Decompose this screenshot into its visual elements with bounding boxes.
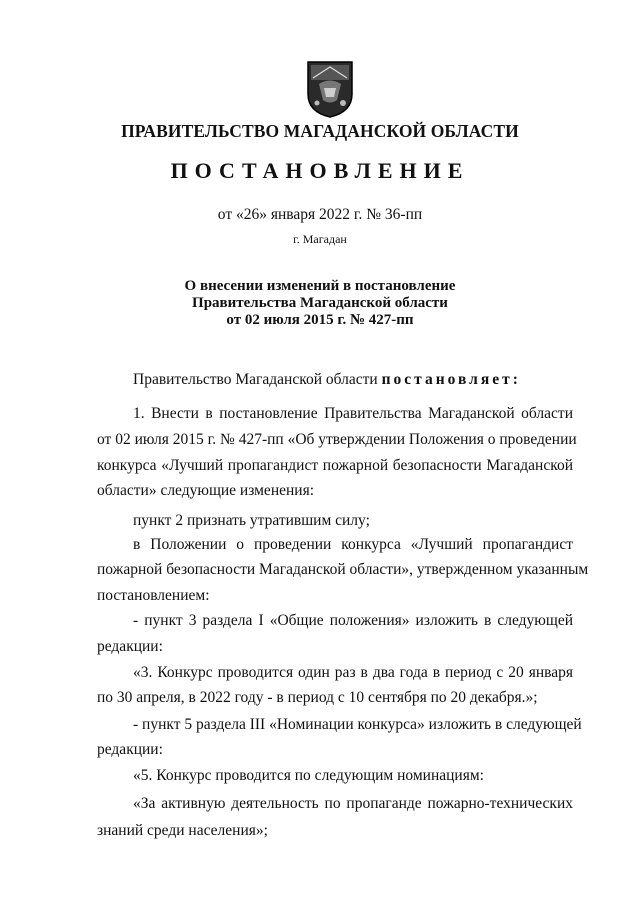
paragraph-line: «За активную деятельность по пропаганде пожарно-технических <box>133 795 573 812</box>
paragraph-line: области» следующие изменения: <box>97 482 315 499</box>
paragraph-line: редакции: <box>97 638 163 655</box>
paragraph-line: в Положении о проведении конкурса «Лучший пропагандист <box>133 536 573 553</box>
paragraph-line: знаний среди населения»; <box>97 822 268 839</box>
coat-of-arms-icon <box>305 60 355 118</box>
paragraph-line: пожарной безопасности Магаданской области», утвержденном указанным <box>97 561 589 578</box>
intro-text: Правительство Магаданской области <box>133 371 378 388</box>
intro-line <box>133 371 521 389</box>
paragraph-line: - пункт 3 раздела I «Общие положения» изложить в следующей <box>133 612 573 629</box>
paragraph-line: пункт 2 признать утратившим силу; <box>133 512 370 529</box>
subject-line-3: от 02 июля 2015 г. № 427-пп <box>226 312 414 328</box>
paragraph-line: - пункт 5 раздела III «Номинации конкурса» изложить в следующей <box>133 716 582 733</box>
organization-title: ПРАВИТЕЛЬСТВО МАГАДАНСКОЙ ОБЛАСТИ <box>121 121 519 141</box>
paragraph-line: «3. Конкурс проводится один раз в два года в период с 20 января <box>133 664 573 681</box>
subject-line-1: О внесении изменений в постановление <box>184 278 456 294</box>
decree-verb: постановляет: <box>381 371 521 388</box>
paragraph-line: конкурса «Лучший пропагандист пожарной безопасности Магаданской <box>97 457 573 474</box>
paragraph-line: 1. Внести в постановление Правительства Магаданской области <box>133 405 573 422</box>
paragraph-line: редакции: <box>97 741 163 758</box>
city-line: г. Магадан <box>293 232 347 246</box>
document-type: ПОСТАНОВЛЕНИЕ <box>170 158 470 183</box>
paragraph-line: от 02 июля 2015 г. № 427-пп «Об утверждении Положения о проведении <box>97 431 577 448</box>
date-number-line: от «26» января 2022 г. № 36-пп <box>217 206 423 223</box>
paragraph-line: «5. Конкурс проводится по следующим номинациям: <box>133 767 484 784</box>
paragraph-line: постановлением: <box>97 587 210 604</box>
subject-line-2: Правительства Магаданской области <box>192 295 448 311</box>
paragraph-line: по 30 апреля, в 2022 году - в период с 10 сентября по 20 декабря.»; <box>97 689 538 706</box>
